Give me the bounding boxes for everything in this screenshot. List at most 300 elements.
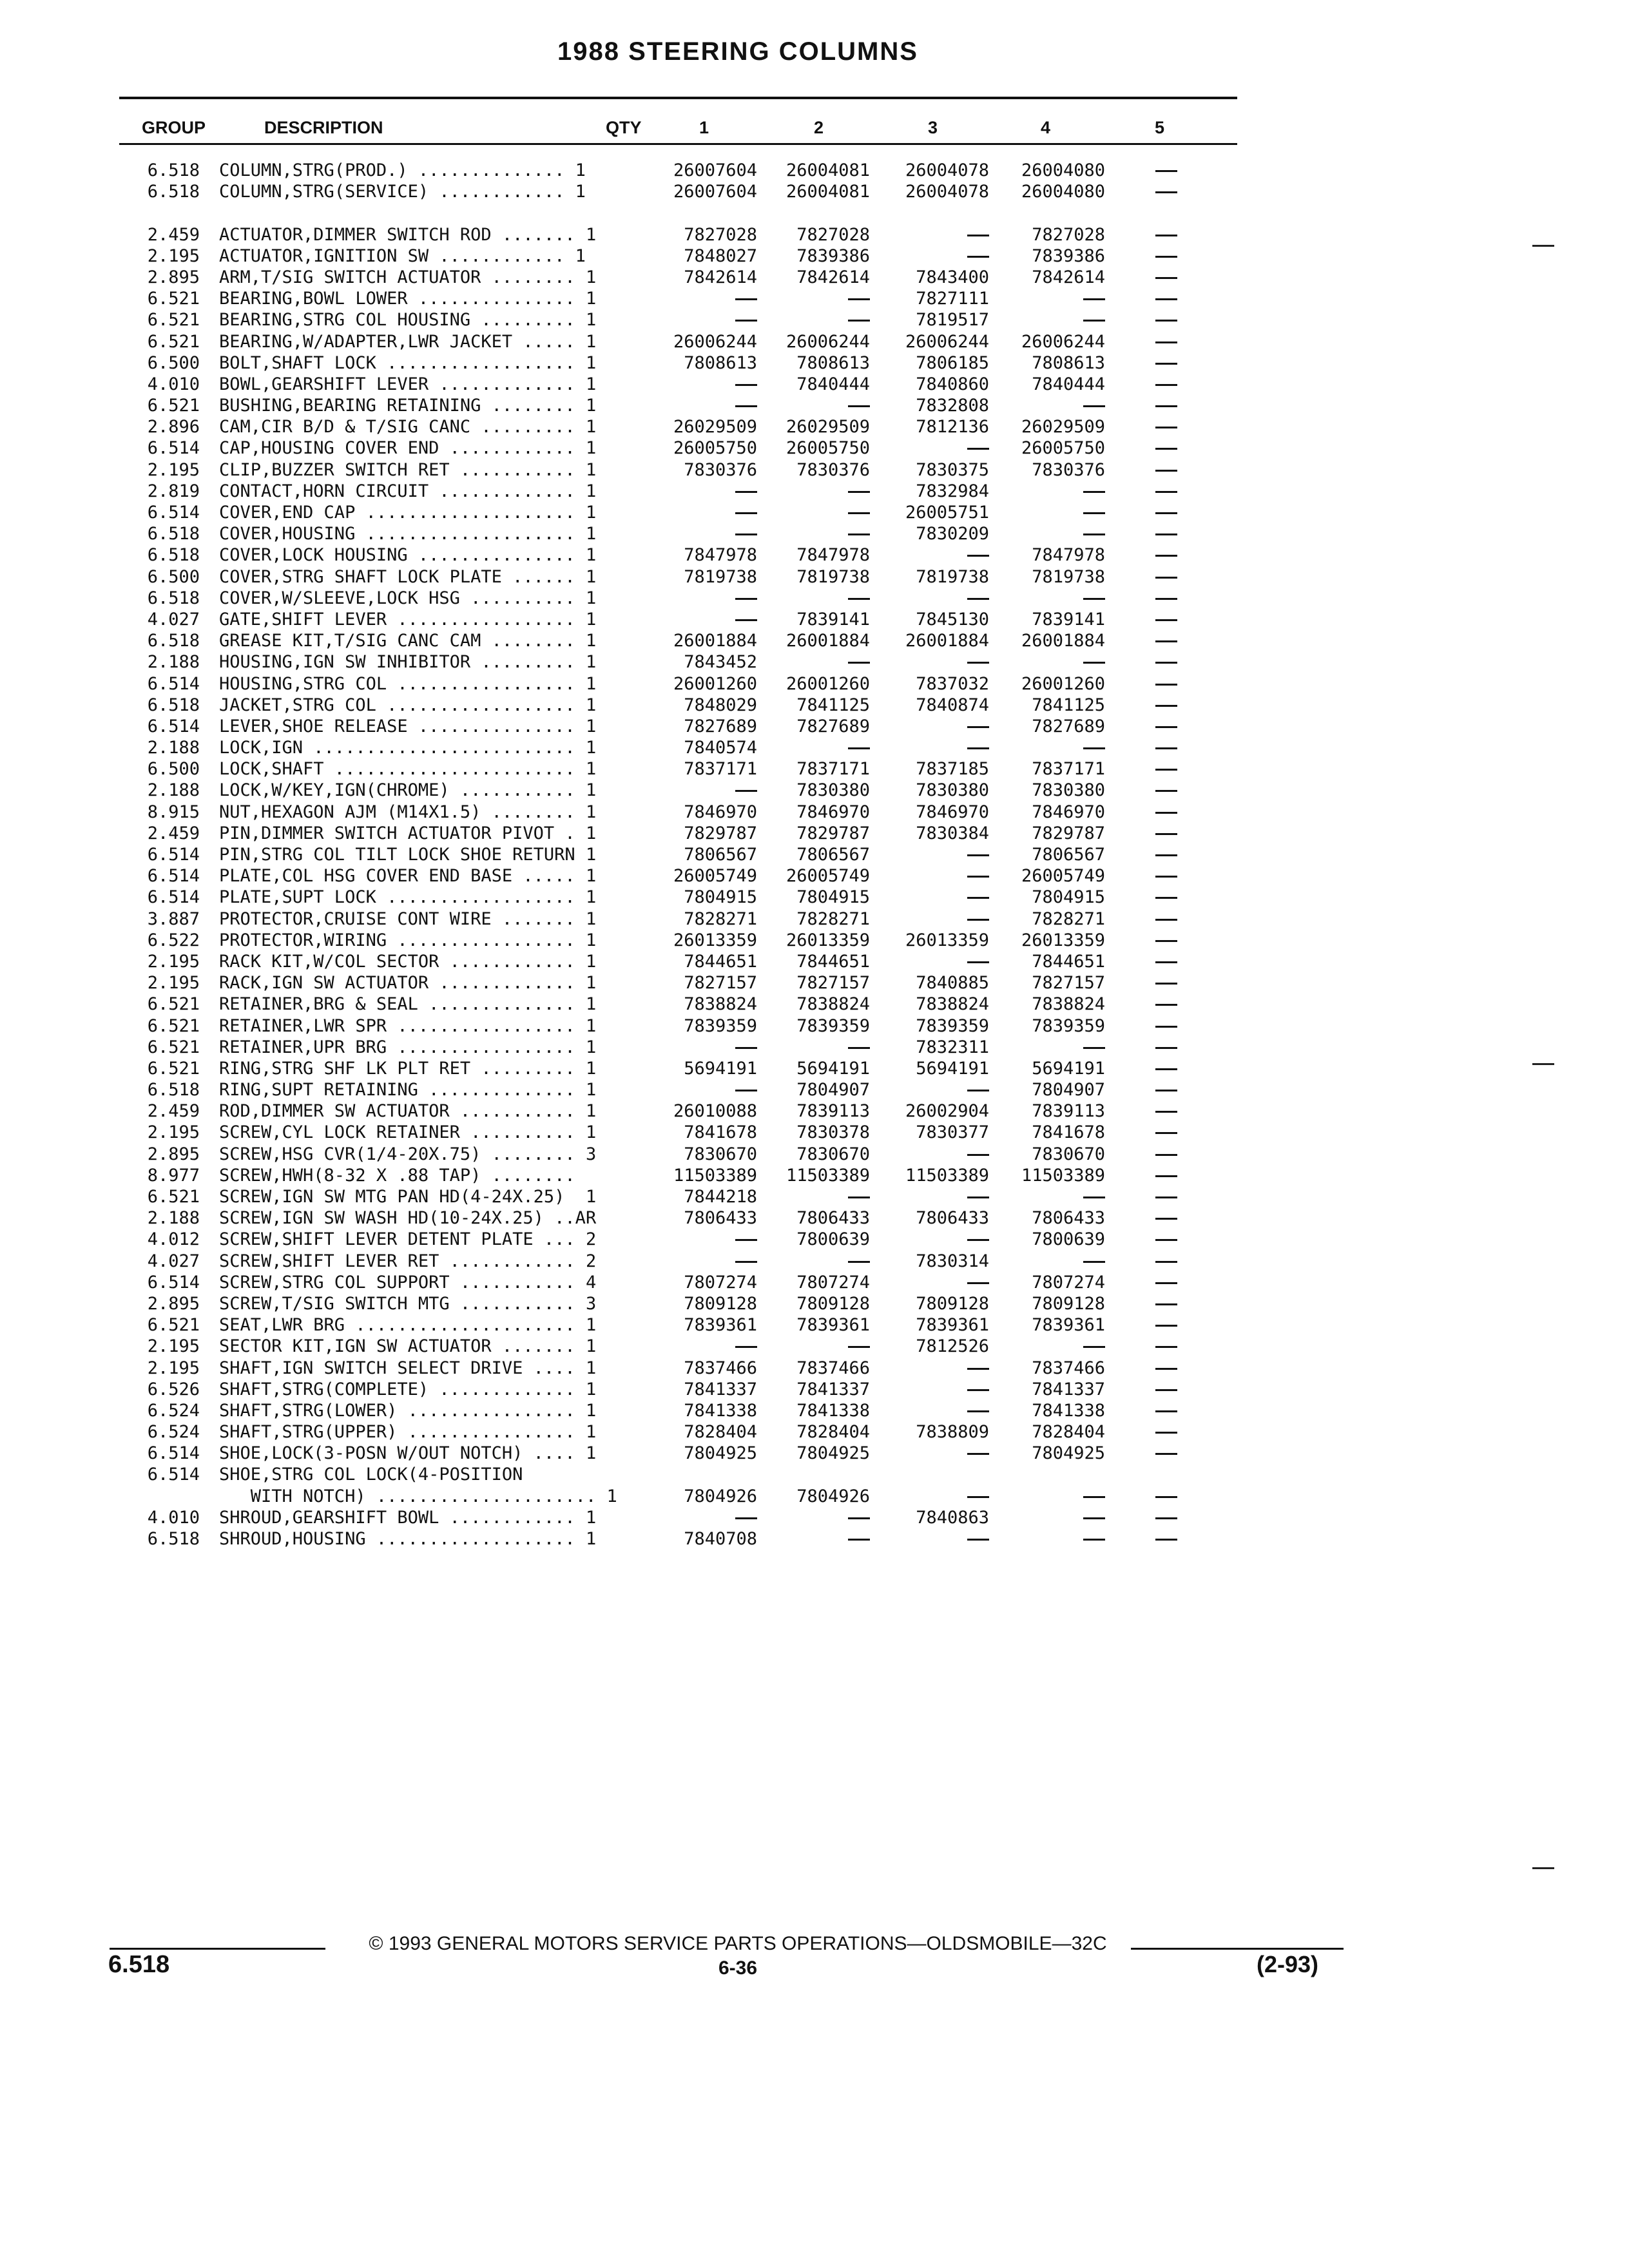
not-applicable-dash bbox=[1144, 673, 1189, 695]
part-description: SCREW,IGN SW WASH HD(10-24X.25) ..AR bbox=[219, 1208, 597, 1229]
group-code: 2.896 bbox=[147, 417, 200, 437]
dash-mark bbox=[848, 598, 870, 600]
part-number: 7827689 bbox=[796, 716, 870, 736]
table-row bbox=[0, 224, 1629, 245]
dash-mark bbox=[967, 1410, 989, 1412]
dash-mark bbox=[967, 1389, 989, 1391]
part-description: SCREW,SHIFT LEVER DETENT PLATE ... 2 bbox=[219, 1229, 597, 1250]
table-row bbox=[0, 1314, 1629, 1336]
not-applicable-dash bbox=[651, 374, 757, 395]
table-row bbox=[0, 695, 1629, 716]
part-number: 7807274 bbox=[796, 1272, 870, 1293]
not-applicable-dash bbox=[764, 1037, 870, 1058]
margin-mark bbox=[1532, 1867, 1554, 1869]
group-code: 2.895 bbox=[147, 1144, 200, 1164]
not-applicable-dash bbox=[992, 1507, 1105, 1528]
part-number: 7830209 bbox=[916, 524, 989, 544]
parts-table bbox=[0, 160, 1629, 1550]
part-number: 7839386 bbox=[796, 245, 870, 266]
part-description: LOCK,IGN ......................... 1 bbox=[219, 738, 597, 758]
group-code: 4.012 bbox=[147, 1229, 200, 1250]
dash-mark bbox=[1155, 448, 1177, 450]
part-description: SCREW,STRG COL SUPPORT ........... 4 bbox=[219, 1272, 597, 1293]
part-number: 26001884 bbox=[786, 631, 870, 651]
table-row bbox=[0, 245, 1629, 267]
not-applicable-dash bbox=[992, 1186, 1105, 1207]
group-code: 6.521 bbox=[147, 1058, 200, 1079]
table-row bbox=[0, 1358, 1629, 1379]
part-number: 7804925 bbox=[1032, 1443, 1105, 1464]
dash-mark bbox=[735, 298, 757, 300]
part-description: GREASE KIT,T/SIG CANC CAM ........ 1 bbox=[219, 631, 597, 651]
part-number: 5694191 bbox=[796, 1058, 870, 1079]
not-applicable-dash bbox=[992, 1251, 1105, 1272]
dash-mark bbox=[848, 662, 870, 664]
not-applicable-dash bbox=[992, 481, 1105, 502]
part-description: NUT,HEXAGON AJM (M14X1.5) ........ 1 bbox=[219, 802, 597, 822]
part-number: 7827111 bbox=[916, 289, 989, 309]
table-row bbox=[0, 566, 1629, 588]
dash-mark bbox=[735, 405, 757, 407]
part-number: 26004078 bbox=[905, 160, 989, 180]
not-applicable-dash bbox=[1144, 887, 1189, 908]
group-code: 6.518 bbox=[147, 182, 200, 202]
part-number: 26006244 bbox=[786, 331, 870, 352]
part-description: BEARING,BOWL LOWER ............... 1 bbox=[219, 289, 597, 309]
not-applicable-dash bbox=[992, 1037, 1105, 1058]
dash-mark bbox=[1083, 1261, 1105, 1263]
part-number: 7837466 bbox=[684, 1358, 757, 1378]
not-applicable-dash bbox=[992, 523, 1105, 544]
table-row bbox=[0, 1486, 1629, 1507]
table-row bbox=[0, 908, 1629, 930]
not-applicable-dash bbox=[1144, 437, 1189, 459]
part-number: 26004081 bbox=[786, 160, 870, 180]
part-number: 7806567 bbox=[684, 845, 757, 865]
not-applicable-dash bbox=[1144, 651, 1189, 673]
part-description: PIN,STRG COL TILT LOCK SHOE RETURN 1 bbox=[219, 845, 597, 865]
group-code: 2.195 bbox=[147, 1122, 200, 1143]
dash-mark bbox=[848, 1346, 870, 1348]
dash-mark bbox=[1155, 1368, 1177, 1370]
page-number: 6-36 bbox=[718, 1957, 758, 1979]
part-number: 7844218 bbox=[684, 1187, 757, 1207]
not-applicable-dash bbox=[1144, 758, 1189, 780]
page-code: 6.518 bbox=[108, 1951, 170, 1978]
dash-mark bbox=[967, 1539, 989, 1541]
part-number: 26005750 bbox=[673, 438, 757, 459]
table-row bbox=[0, 1400, 1629, 1421]
part-number: 7829787 bbox=[796, 823, 870, 843]
not-applicable-dash bbox=[1144, 1122, 1189, 1143]
not-applicable-dash bbox=[764, 1528, 870, 1550]
part-description: WITH NOTCH) ..................... 1 bbox=[219, 1486, 617, 1506]
part-description: COLUMN,STRG(SERVICE) ............ 1 bbox=[219, 182, 586, 202]
group-code: 6.524 bbox=[147, 1422, 200, 1443]
dash-mark bbox=[1155, 555, 1177, 557]
part-number: 7844651 bbox=[1032, 951, 1105, 972]
part-number: 7841678 bbox=[1032, 1122, 1105, 1143]
part-number: 7844651 bbox=[684, 951, 757, 972]
not-applicable-dash bbox=[876, 887, 989, 908]
dash-mark bbox=[1155, 341, 1177, 343]
not-applicable-dash bbox=[1144, 1486, 1189, 1507]
part-number: 7830380 bbox=[916, 780, 989, 801]
group-code: 6.514 bbox=[147, 716, 200, 736]
part-description: SCREW,HSG CVR(1/4-20X.75) ........ 3 bbox=[219, 1144, 597, 1164]
not-applicable-dash bbox=[1144, 523, 1189, 544]
group-code: 2.188 bbox=[147, 1208, 200, 1229]
dash-mark bbox=[967, 1196, 989, 1198]
part-number: 7809128 bbox=[916, 1293, 989, 1314]
part-description: ROD,DIMMER SW ACTUATOR ........... 1 bbox=[219, 1101, 597, 1122]
not-applicable-dash bbox=[1144, 1144, 1189, 1165]
not-applicable-dash bbox=[876, 544, 989, 566]
part-number: 26007604 bbox=[673, 182, 757, 202]
not-applicable-dash bbox=[1144, 374, 1189, 395]
not-applicable-dash bbox=[1144, 395, 1189, 416]
not-applicable-dash bbox=[1144, 844, 1189, 865]
dash-mark bbox=[967, 726, 989, 728]
part-number: 7837171 bbox=[1032, 759, 1105, 780]
not-applicable-dash bbox=[651, 609, 757, 630]
not-applicable-dash bbox=[876, 951, 989, 972]
not-applicable-dash bbox=[992, 288, 1105, 309]
page-date: (2-93) bbox=[1257, 1951, 1319, 1977]
not-applicable-dash bbox=[1144, 1272, 1189, 1293]
not-applicable-dash bbox=[651, 1229, 757, 1250]
group-code: 6.521 bbox=[147, 1315, 200, 1336]
header-col-5: 5 bbox=[1155, 118, 1165, 137]
table-row bbox=[0, 1293, 1629, 1314]
table-row bbox=[0, 972, 1629, 994]
part-number: 7812526 bbox=[916, 1336, 989, 1357]
not-applicable-dash bbox=[876, 437, 989, 459]
part-description: CONTACT,HORN CIRCUIT ............. 1 bbox=[219, 481, 597, 501]
part-number: 7846970 bbox=[916, 802, 989, 822]
dash-mark bbox=[1083, 1517, 1105, 1519]
part-number: 7839361 bbox=[796, 1315, 870, 1336]
group-code: 6.518 bbox=[147, 695, 200, 715]
not-applicable-dash bbox=[651, 523, 757, 544]
not-applicable-dash bbox=[651, 288, 757, 309]
table-spacer bbox=[0, 202, 1629, 224]
not-applicable-dash bbox=[1144, 1100, 1189, 1122]
part-number: 26006244 bbox=[905, 331, 989, 352]
part-number: 7838809 bbox=[916, 1422, 989, 1443]
part-number: 7830384 bbox=[916, 823, 989, 843]
part-number: 7804915 bbox=[1032, 887, 1105, 908]
not-applicable-dash bbox=[876, 224, 989, 245]
group-code: 6.518 bbox=[147, 545, 200, 566]
not-applicable-dash bbox=[1144, 802, 1189, 823]
group-code: 6.518 bbox=[147, 160, 200, 180]
part-description: ARM,T/SIG SWITCH ACTUATOR ........ 1 bbox=[219, 267, 597, 287]
not-applicable-dash bbox=[876, 908, 989, 930]
not-applicable-dash bbox=[651, 502, 757, 523]
dash-mark bbox=[735, 1047, 757, 1049]
dash-mark bbox=[1155, 1346, 1177, 1348]
dash-mark bbox=[967, 1453, 989, 1455]
part-number: 26001260 bbox=[786, 673, 870, 694]
dash-mark bbox=[1083, 1196, 1105, 1198]
table-row bbox=[0, 416, 1629, 437]
not-applicable-dash bbox=[876, 716, 989, 737]
dash-mark bbox=[1155, 662, 1177, 664]
part-description: SHOE,STRG COL LOCK(4-POSITION bbox=[219, 1465, 523, 1485]
part-number: 7800639 bbox=[1032, 1229, 1105, 1250]
dash-mark bbox=[848, 1539, 870, 1541]
part-number: 7840874 bbox=[916, 695, 989, 715]
not-applicable-dash bbox=[876, 1528, 989, 1550]
group-code: 6.518 bbox=[147, 524, 200, 544]
group-code: 6.521 bbox=[147, 1037, 200, 1057]
part-number: 5694191 bbox=[684, 1058, 757, 1079]
not-applicable-dash bbox=[1144, 1336, 1189, 1357]
part-number: 7839141 bbox=[796, 609, 870, 629]
table-row bbox=[0, 1379, 1629, 1400]
group-code: 2.195 bbox=[147, 459, 200, 480]
part-number: 7839361 bbox=[684, 1315, 757, 1336]
part-number: 7837185 bbox=[916, 759, 989, 780]
part-number: 11503389 bbox=[673, 1165, 757, 1186]
part-number: 7800639 bbox=[796, 1229, 870, 1250]
not-applicable-dash bbox=[1144, 737, 1189, 758]
dash-mark bbox=[1155, 191, 1177, 193]
part-number: 7841125 bbox=[1032, 695, 1105, 715]
not-applicable-dash bbox=[1144, 502, 1189, 523]
dash-mark bbox=[848, 1196, 870, 1198]
group-code: 4.027 bbox=[147, 609, 200, 629]
group-code: 6.521 bbox=[147, 289, 200, 309]
not-applicable-dash bbox=[764, 502, 870, 523]
group-code: 6.518 bbox=[147, 588, 200, 608]
page-title: 1988 STEERING COLUMNS bbox=[557, 37, 918, 66]
group-code: 4.010 bbox=[147, 1507, 200, 1528]
dash-mark bbox=[1155, 812, 1177, 814]
not-applicable-dash bbox=[992, 588, 1105, 609]
part-description: LOCK,W/KEY,IGN(CHROME) ........... 1 bbox=[219, 780, 597, 801]
table-row bbox=[0, 1336, 1629, 1357]
part-number: 26006244 bbox=[673, 331, 757, 352]
part-number: 26005751 bbox=[905, 503, 989, 523]
not-applicable-dash bbox=[1144, 908, 1189, 930]
dash-mark bbox=[1155, 1410, 1177, 1412]
not-applicable-dash bbox=[651, 780, 757, 801]
part-number: 7819738 bbox=[916, 566, 989, 587]
dash-mark bbox=[1155, 1282, 1177, 1284]
part-number: 7839113 bbox=[796, 1101, 870, 1122]
not-applicable-dash bbox=[876, 1144, 989, 1165]
group-code: 6.500 bbox=[147, 566, 200, 587]
part-number: 7830376 bbox=[796, 459, 870, 480]
table-row bbox=[0, 758, 1629, 780]
dash-mark bbox=[1155, 384, 1177, 386]
not-applicable-dash bbox=[876, 865, 989, 887]
not-applicable-dash bbox=[764, 309, 870, 331]
part-number: 26001260 bbox=[673, 673, 757, 694]
part-description: COVER,HOUSING .................... 1 bbox=[219, 524, 597, 544]
dash-mark bbox=[1155, 598, 1177, 600]
part-number: 7841678 bbox=[684, 1122, 757, 1143]
part-description: PIN,DIMMER SWITCH ACTUATOR PIVOT . 1 bbox=[219, 823, 597, 843]
part-number: 7837032 bbox=[916, 673, 989, 694]
part-number: 7842614 bbox=[684, 267, 757, 287]
table-row bbox=[0, 1251, 1629, 1272]
dash-mark bbox=[967, 876, 989, 878]
part-number: 26004080 bbox=[1021, 182, 1105, 202]
part-number: 7832984 bbox=[916, 481, 989, 501]
part-number: 7832311 bbox=[916, 1037, 989, 1057]
not-applicable-dash bbox=[1144, 994, 1189, 1015]
part-number: 26001260 bbox=[1021, 673, 1105, 694]
not-applicable-dash bbox=[651, 1251, 757, 1272]
part-description: SECTOR KIT,IGN SW ACTUATOR ....... 1 bbox=[219, 1336, 597, 1357]
not-applicable-dash bbox=[1144, 1079, 1189, 1100]
part-number: 7807274 bbox=[1032, 1272, 1105, 1293]
dash-mark bbox=[735, 598, 757, 600]
not-applicable-dash bbox=[1144, 1293, 1189, 1314]
part-number: 7842614 bbox=[1032, 267, 1105, 287]
part-number: 7819517 bbox=[916, 310, 989, 331]
dash-mark bbox=[848, 298, 870, 300]
table-row bbox=[0, 887, 1629, 908]
not-applicable-dash bbox=[876, 245, 989, 267]
dash-mark bbox=[967, 1282, 989, 1284]
part-description: SCREW,HWH(8-32 X .88 TAP) ........ bbox=[219, 1165, 597, 1186]
not-applicable-dash bbox=[992, 395, 1105, 416]
dash-mark bbox=[1083, 662, 1105, 664]
part-number: 7804907 bbox=[796, 1080, 870, 1100]
footer-rule-right bbox=[1131, 1948, 1344, 1950]
not-applicable-dash bbox=[1144, 1400, 1189, 1421]
dash-mark bbox=[1155, 470, 1177, 472]
part-number: 7804925 bbox=[796, 1443, 870, 1464]
header-col-1: 1 bbox=[699, 118, 709, 137]
table-row bbox=[0, 395, 1629, 416]
table-row bbox=[0, 459, 1629, 481]
dash-mark bbox=[848, 491, 870, 493]
part-description: RING,SUPT RETAINING .............. 1 bbox=[219, 1080, 597, 1100]
table-row bbox=[0, 1464, 1629, 1485]
part-number: 7845130 bbox=[916, 609, 989, 629]
part-description: SCREW,IGN SW MTG PAN HD(4-24X.25) 1 bbox=[219, 1187, 597, 1207]
table-row bbox=[0, 1507, 1629, 1528]
dash-mark bbox=[967, 919, 989, 921]
not-applicable-dash bbox=[1144, 1358, 1189, 1379]
part-number: 7840444 bbox=[796, 374, 870, 394]
part-description: HOUSING,IGN SW INHIBITOR ......... 1 bbox=[219, 652, 597, 673]
group-code: 2.895 bbox=[147, 1293, 200, 1314]
dash-mark bbox=[1155, 1090, 1177, 1091]
part-number: 7839361 bbox=[1032, 1315, 1105, 1336]
header-top-rule bbox=[119, 97, 1237, 99]
dash-mark bbox=[1083, 598, 1105, 600]
group-code: 6.514 bbox=[147, 673, 200, 694]
part-number: 26005749 bbox=[786, 866, 870, 887]
part-number: 7843400 bbox=[916, 267, 989, 287]
group-code: 6.521 bbox=[147, 1187, 200, 1207]
not-applicable-dash bbox=[651, 1037, 757, 1058]
group-code: 8.977 bbox=[147, 1165, 200, 1186]
part-number: 7840574 bbox=[684, 738, 757, 758]
part-number: 7838824 bbox=[1032, 994, 1105, 1015]
dash-mark bbox=[1083, 1346, 1105, 1348]
part-number: 7807274 bbox=[684, 1272, 757, 1293]
part-number: 7848027 bbox=[684, 245, 757, 266]
not-applicable-dash bbox=[764, 737, 870, 758]
not-applicable-dash bbox=[1144, 331, 1189, 352]
part-number: 7830380 bbox=[796, 780, 870, 801]
part-number: 7809128 bbox=[1032, 1293, 1105, 1314]
table-row bbox=[0, 544, 1629, 566]
part-number: 7839359 bbox=[1032, 1015, 1105, 1036]
part-description: HOUSING,STRG COL ................. 1 bbox=[219, 673, 597, 694]
dash-mark bbox=[1155, 961, 1177, 963]
table-row bbox=[0, 1207, 1629, 1229]
dash-mark bbox=[967, 1368, 989, 1370]
not-applicable-dash bbox=[1144, 780, 1189, 801]
part-number: 7840860 bbox=[916, 374, 989, 394]
group-code: 6.518 bbox=[147, 1080, 200, 1100]
not-applicable-dash bbox=[764, 588, 870, 609]
header-description: DESCRIPTION bbox=[264, 118, 383, 137]
not-applicable-dash bbox=[876, 1443, 989, 1464]
part-number: 7830670 bbox=[684, 1144, 757, 1164]
table-row bbox=[0, 352, 1629, 374]
dash-mark bbox=[1155, 1196, 1177, 1198]
part-description: SHROUD,HOUSING ................... 1 bbox=[219, 1529, 597, 1549]
part-number: 7806185 bbox=[916, 352, 989, 373]
dash-mark bbox=[1155, 1111, 1177, 1113]
dash-mark bbox=[1155, 1517, 1177, 1519]
part-number: 7837171 bbox=[684, 759, 757, 780]
not-applicable-dash bbox=[1144, 544, 1189, 566]
table-row bbox=[0, 673, 1629, 695]
margin-mark bbox=[1532, 1063, 1554, 1065]
not-applicable-dash bbox=[1144, 1507, 1189, 1528]
part-number: 7828271 bbox=[1032, 908, 1105, 929]
group-code: 6.526 bbox=[147, 1379, 200, 1399]
header-bottom-rule bbox=[119, 143, 1237, 145]
part-description: COLUMN,STRG(PROD.) .............. 1 bbox=[219, 160, 586, 180]
not-applicable-dash bbox=[1144, 1421, 1189, 1443]
dash-mark bbox=[1083, 512, 1105, 514]
table-row bbox=[0, 288, 1629, 309]
dash-mark bbox=[735, 619, 757, 621]
part-number: 26001884 bbox=[1021, 631, 1105, 651]
dash-mark bbox=[1155, 790, 1177, 792]
table-row bbox=[0, 1122, 1629, 1143]
part-number: 7808613 bbox=[796, 352, 870, 373]
part-number: 7812136 bbox=[916, 417, 989, 437]
dash-mark bbox=[967, 854, 989, 856]
dash-mark bbox=[1083, 491, 1105, 493]
table-row bbox=[0, 1100, 1629, 1122]
dash-mark bbox=[967, 256, 989, 258]
part-number: 7828271 bbox=[684, 908, 757, 929]
part-number: 26004081 bbox=[786, 182, 870, 202]
table-row bbox=[0, 630, 1629, 651]
dash-mark bbox=[735, 533, 757, 535]
part-description: SHOE,LOCK(3-POSN W/OUT NOTCH) .... 1 bbox=[219, 1443, 597, 1464]
part-number: 7827157 bbox=[796, 973, 870, 994]
table-row bbox=[0, 1165, 1629, 1186]
not-applicable-dash bbox=[764, 1336, 870, 1357]
table-row bbox=[0, 1144, 1629, 1165]
not-applicable-dash bbox=[764, 651, 870, 673]
table-row bbox=[0, 1186, 1629, 1207]
